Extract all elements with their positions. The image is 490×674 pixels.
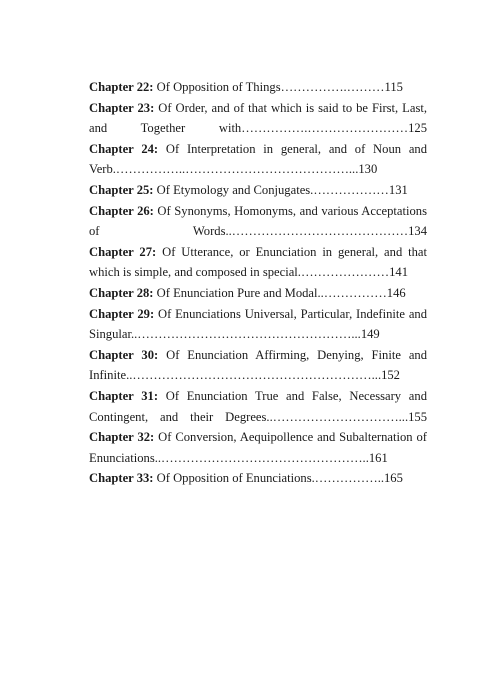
toc-entry-chapter-24 — [89, 139, 427, 180]
toc-entry-chapter-30 — [89, 345, 427, 386]
chapter-title: Of Opposition of Enunciations.……………..165 — [153, 471, 403, 486]
chapter-label: Chapter 27: — [89, 244, 157, 259]
chapter-title: Of Interpretation in general, and of Noun and Verb.……………..…………………………………...130 — [89, 141, 428, 177]
toc-entry-chapter-26 — [89, 201, 427, 242]
chapter-title: Of Conversion, Aequipollence and Subalternation of Enunciations..…………………………………………..161 — [89, 430, 427, 465]
chapter-title: Of Etymology and Conjugates.………………131 — [153, 182, 408, 197]
chapter-title: Of Enunciation Affirming, Denying, Finite and Infinite..…………………………………………………...152 — [89, 347, 427, 383]
chapter-label: Chapter 30: — [89, 347, 159, 362]
chapter-title: Of Enunciation True and False, Necessary and Contingent, and their Degrees..…………………………...155 — [89, 388, 427, 424]
chapter-title: Of Enunciation Pure and Modal..……………146 — [153, 285, 406, 300]
chapter-label: Chapter 22: — [89, 80, 154, 94]
toc-entry-chapter-29 — [89, 304, 427, 345]
chapter-label: Chapter 29: — [89, 306, 155, 321]
chapter-label: Chapter 24: — [89, 141, 159, 156]
chapter-title: Of Utterance, or Enunciation in general, and that which is simple, and composed in special.…………………141 — [89, 244, 428, 280]
toc-entry-chapter-33 — [89, 468, 427, 489]
toc-entry-chapter-25 — [89, 180, 427, 201]
chapter-title: Of Enunciations Universal, Particular, Indefinite and Singular..……………………………………………...149 — [89, 306, 428, 342]
toc-entry-chapter-31 — [89, 386, 427, 427]
chapter-label: Chapter 33: — [89, 471, 154, 486]
chapter-label: Chapter 31: — [89, 388, 159, 403]
chapter-title: Of Synonyms, Homonyms, and various Acceptations of Words..……………………………………134 — [89, 203, 428, 239]
chapter-label: Chapter 32: — [89, 430, 155, 445]
chapter-label: Chapter 28: — [89, 285, 154, 300]
chapter-label: Chapter 25: — [89, 182, 154, 197]
toc-entry-chapter-32 — [89, 427, 427, 468]
toc-entry-chapter-22 — [89, 77, 427, 98]
chapter-label: Chapter 26: — [89, 203, 154, 218]
toc-entry-chapter-27 — [89, 242, 427, 283]
chapter-label: Chapter 23: — [89, 100, 155, 115]
chapter-title: Of Order, and of that which is said to be First, Last, and Together with…………….……………………125 — [89, 100, 427, 136]
table-of-contents — [89, 77, 427, 489]
toc-entry-chapter-23 — [89, 98, 427, 139]
toc-entry-chapter-28 — [89, 283, 427, 304]
chapter-title: Of Opposition of Things…………….………115 — [153, 80, 403, 94]
